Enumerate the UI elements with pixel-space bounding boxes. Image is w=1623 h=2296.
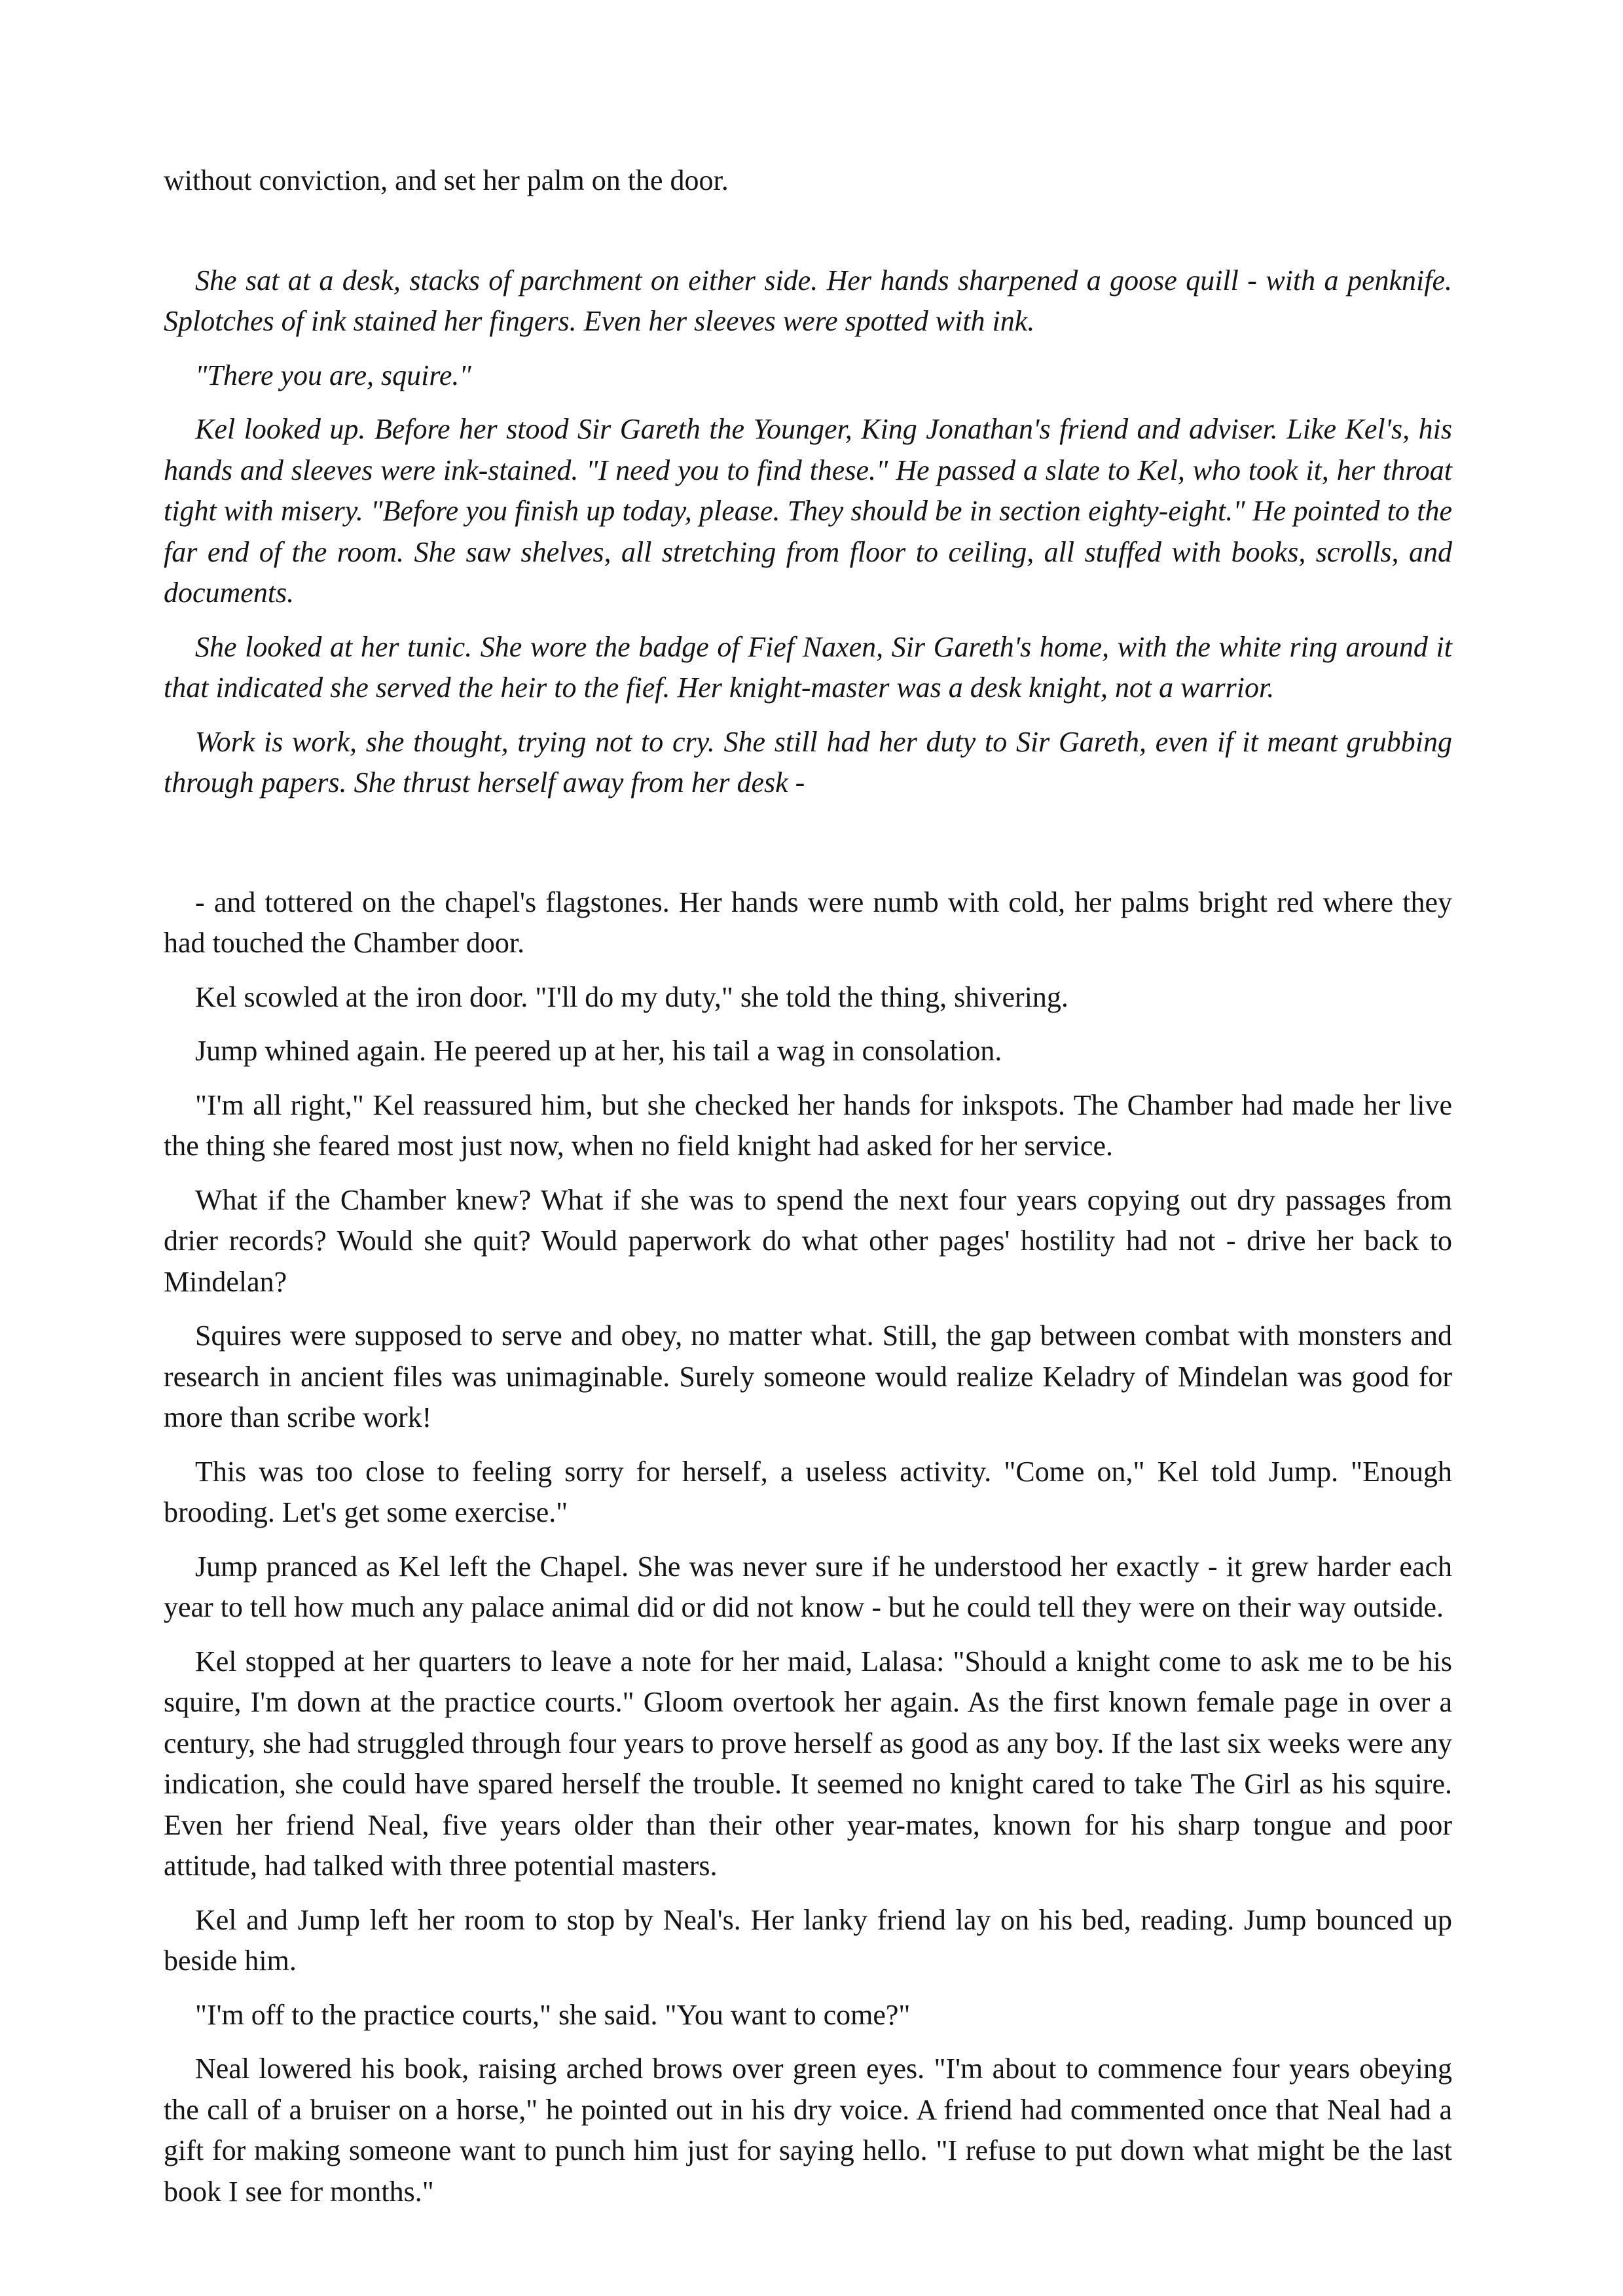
paragraph: "I'm off to the practice courts," she said. "You want to come?" bbox=[195, 1998, 911, 2031]
paragraph: - and tottered on the chapel's flagstones. Her hands were numb with cold, her palms bright red where they had touched the Chamber door. bbox=[164, 886, 1452, 959]
book-page bbox=[164, 160, 1452, 2225]
section-break bbox=[164, 215, 1452, 260]
paragraph: Kel and Jump left her room to stop by Neal's. Her lanky friend lay on his bed, reading. Jump bounced up beside him. bbox=[164, 1903, 1452, 1977]
paragraph: She sat at a desk, stacks of parchment on either side. Her hands sharpened a goose quill - with a penknife. Splotches of ink stained her fingers. Even her sleeves were spotted with ink. bbox=[164, 264, 1452, 337]
paragraph: Kel looked up. Before her stood Sir Gareth the Younger, King Jonathan's friend and adviser. Like Kel's, his hands and sleeves were ink-stained. "I need you to find these." He passed a slate to Kel, who took it, her throat tight with misery. "Before you finish up today, please. They should be in section eighty-eight." He pointed to the far end of the room. She saw shelves, all stretching from floor to ceiling, all stuffed with books, scrolls, and documents. bbox=[164, 413, 1452, 609]
paragraph: Work is work, she thought, trying not to cry. She still had her duty to Sir Gareth, even if it meant grubbing through papers. She thrust herself away from her desk - bbox=[164, 725, 1452, 798]
paragraph: Jump whined again. He peered up at her, his tail a wag in consolation. bbox=[195, 1035, 1002, 1067]
paragraph: "I'm all right," Kel reassured him, but she checked her hands for inkspots. The Chamber had made her live the thing she feared most just now, when no field knight had asked for her service. bbox=[164, 1088, 1452, 1162]
paragraph: without conviction, and set her palm on the door. bbox=[164, 164, 729, 196]
paragraph: This was too close to feeling sorry for herself, a useless activity. "Come on," Kel told Jump. "Enough brooding. Let's get some exercise." bbox=[164, 1455, 1452, 1528]
vision-passage bbox=[164, 260, 1452, 804]
section-break bbox=[164, 817, 1452, 882]
paragraph: "There you are, squire." bbox=[195, 359, 471, 391]
paragraph: Neal lowered his book, raising arched brows over green eyes. "I'm about to commence four years obeying the call of a bruiser on a horse," he pointed out in his dry voice. A friend had commented once that Neal had a gift for making someone want to punch him just for saying hello. "I refuse to put down what might be the last book I see for months." bbox=[164, 2053, 1452, 2208]
paragraph: Kel stopped at her quarters to leave a note for her maid, Lalasa: "Should a knight come to ask me to be his squire, I'm down at the practice courts." Gloom overtook her again. As the first known female page in over a century, she had struggled through four years to prove herself as good as any boy. If the last six weeks were any indication, she could have spared herself the trouble. It seemed no knight cared to take The Girl as his squire. Even her friend Neal, five years older than their other year-mates, known for his sharp tongue and poor attitude, had talked with three potential masters. bbox=[164, 1645, 1452, 1882]
main-passage bbox=[164, 882, 1452, 2213]
paragraph: What if the Chamber knew? What if she was to spend the next four years copying out dry passages from drier records? Would she quit? Would paperwork do what other pages' hostility had not - drive her back to Mindelan? bbox=[164, 1183, 1452, 1298]
paragraph: She looked at her tunic. She wore the badge of Fief Naxen, Sir Gareth's home, with the white ring around it that indicated she served the heir to the fief. Her knight-master was a desk knight, not a warrior. bbox=[164, 630, 1452, 704]
paragraph: Kel scowled at the iron door. "I'll do my duty," she told the thing, shivering. bbox=[195, 980, 1068, 1013]
paragraph: Squires were supposed to serve and obey, no matter what. Still, the gap between combat with monsters and research in ancient files was unimaginable. Surely someone would realize Keladry of Mindelan was good for more than scribe work! bbox=[164, 1319, 1452, 1433]
paragraph: Jump pranced as Kel left the Chapel. She was never sure if he understood her exactly - it grew harder each year to tell how much any palace animal did or did not know - but he could tell they were on their way outside. bbox=[164, 1550, 1452, 1623]
